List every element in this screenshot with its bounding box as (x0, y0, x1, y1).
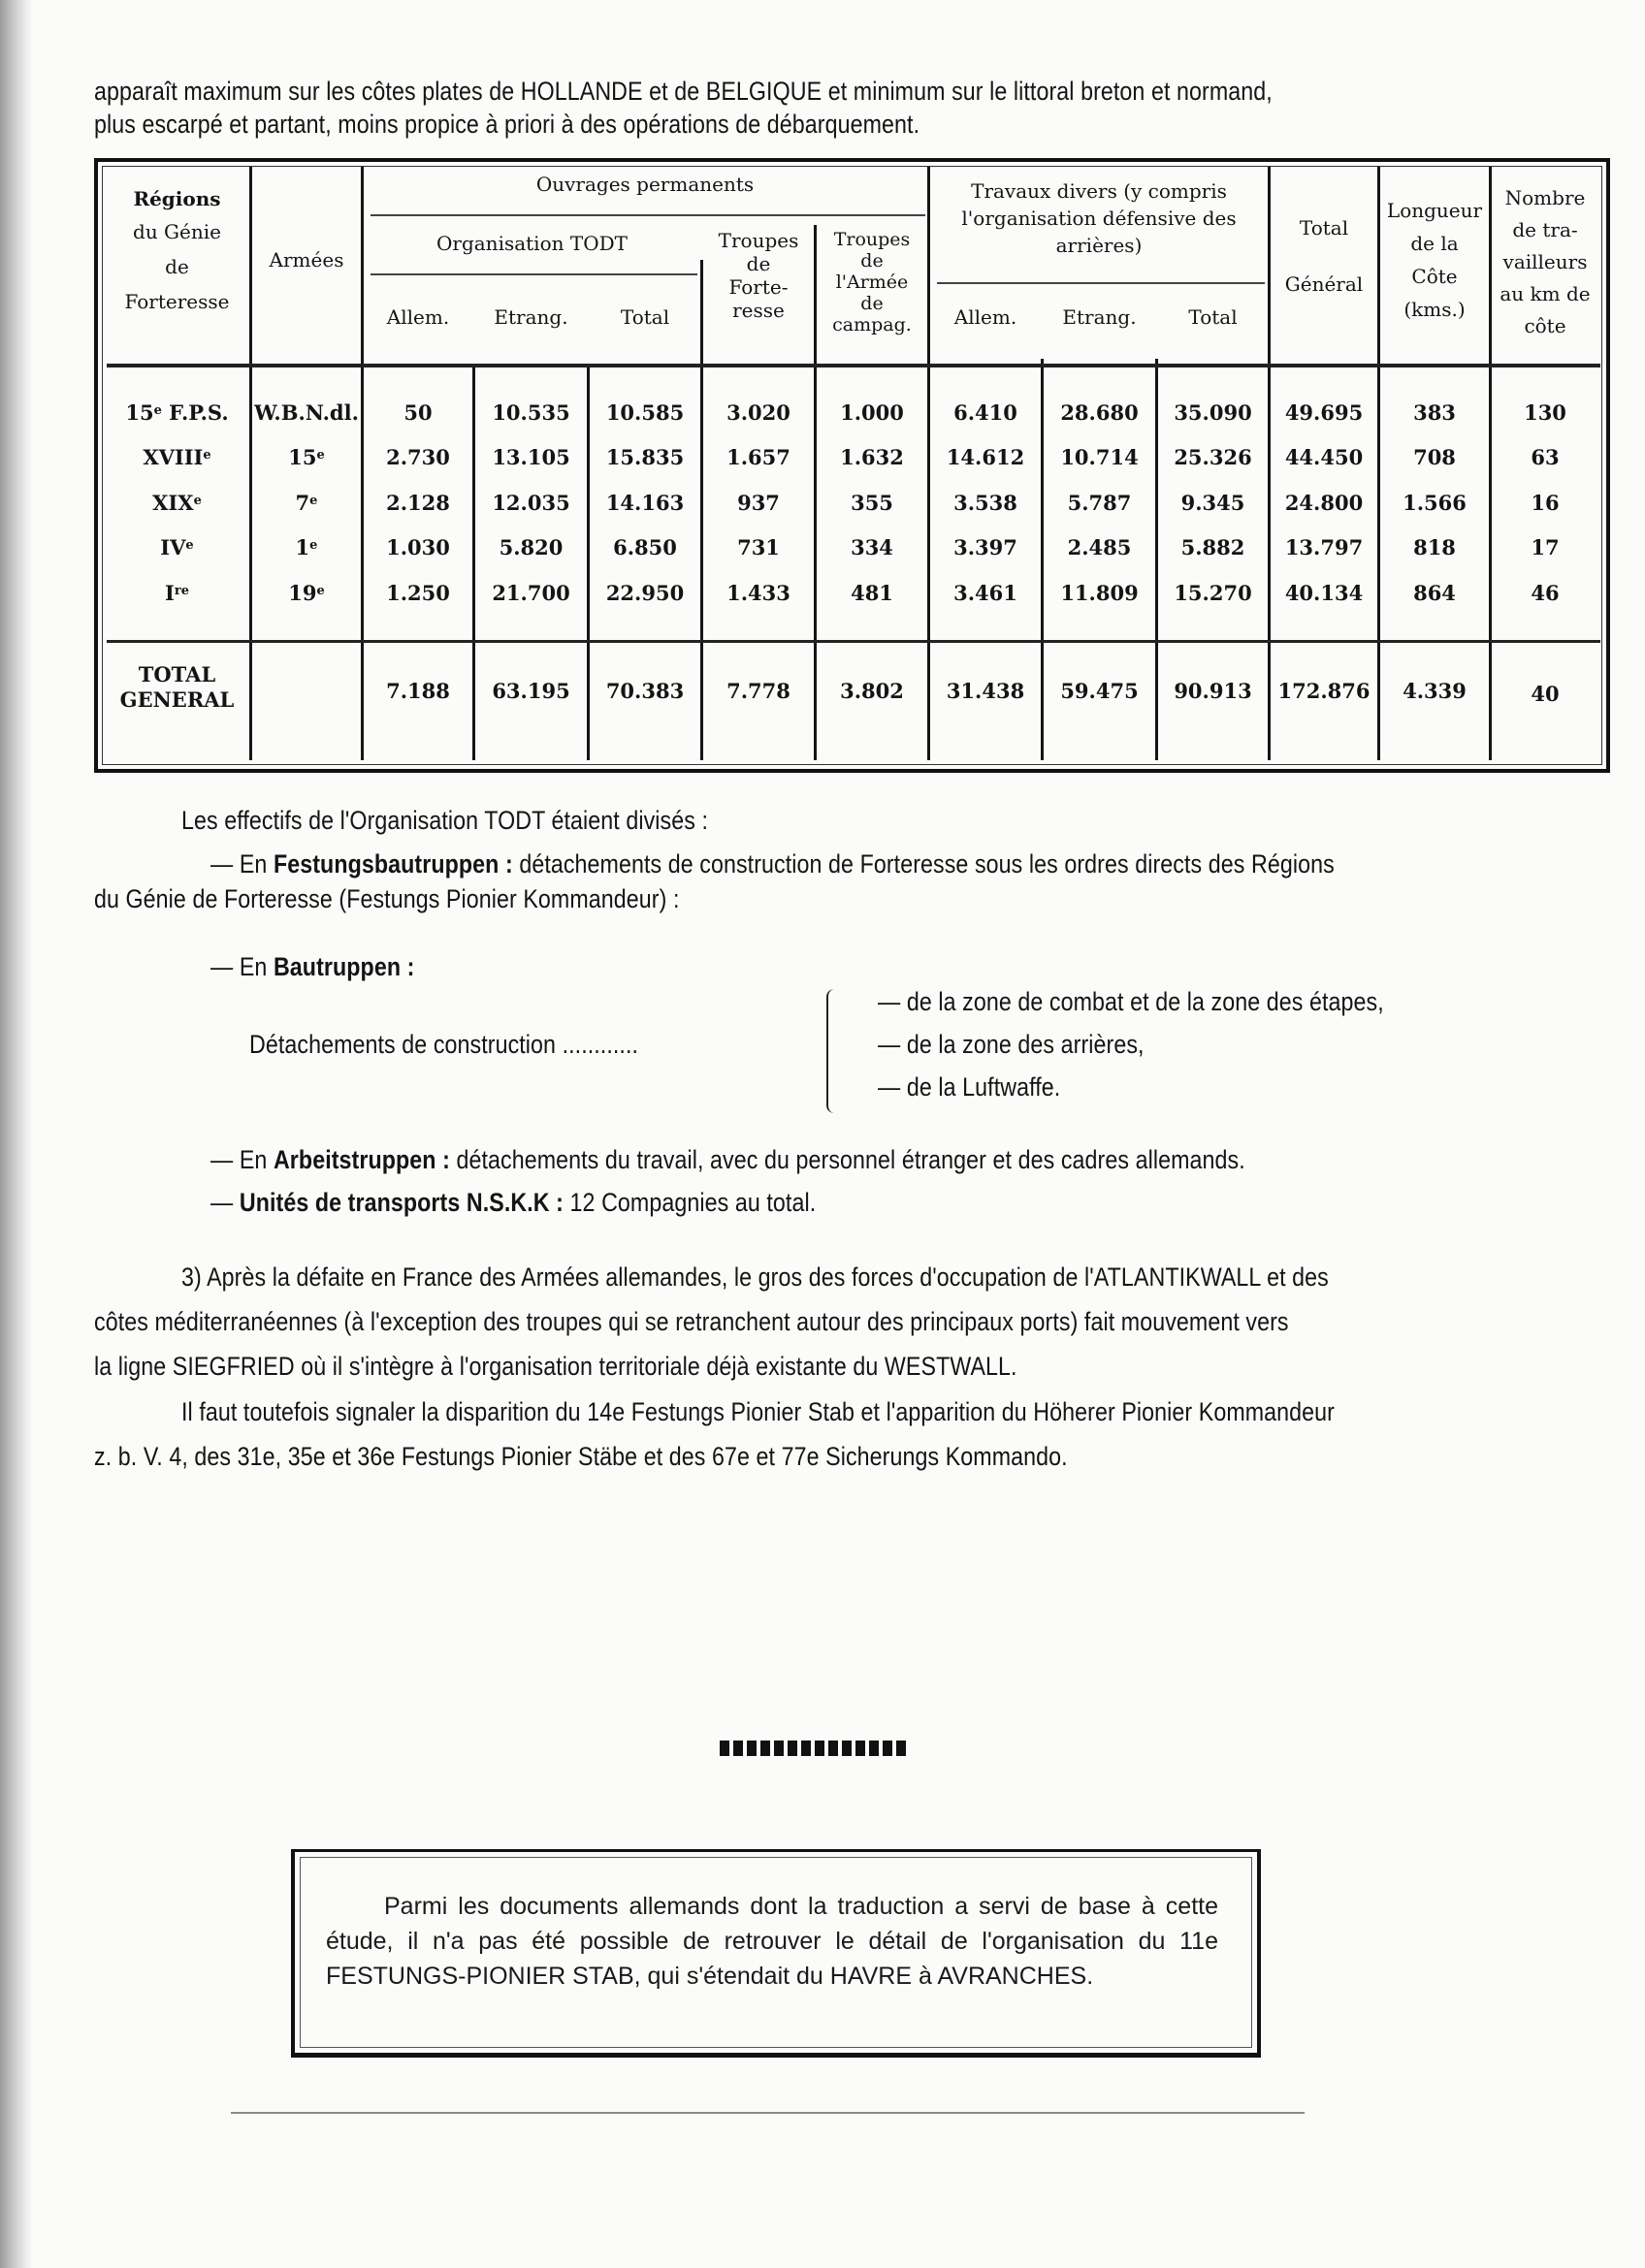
scan-edge-shadow (0, 0, 33, 2268)
cell-region: Ire (165, 581, 189, 605)
bottom-rule (231, 2112, 1305, 2114)
cell-region: XVIIIe (143, 445, 211, 469)
cell-todt-total: 22.950 (605, 581, 685, 605)
brace-icon (826, 989, 836, 1113)
header-todt-etrang: Etrang. (494, 305, 568, 329)
separator-square (733, 1741, 743, 1756)
header-longueur-cote: Longueur de la Côte (kms.) (1386, 199, 1483, 321)
separator-square (747, 1741, 757, 1756)
separator-square (828, 1741, 838, 1756)
header-travaux-divers: Travaux divers (y compris l'organisation défensive des arrières) (961, 179, 1237, 257)
festungs-line-1: — En Festungsbautruppen : détachements de construction de Forteresse sous les ordres directs des Régions (210, 849, 1335, 878)
cell-nombre: 130 (1524, 400, 1566, 425)
header-travaux-allem: Allem. (953, 305, 1017, 329)
cell-region: IVe (160, 535, 194, 559)
cell-longueur: 818 (1413, 535, 1456, 559)
cell-armee: 19e (288, 581, 325, 605)
cell-total-general: 13.797 (1284, 535, 1364, 559)
festungs-line-2: du Génie de Forteresse (Festungs Pionier Kommandeur) : (94, 884, 680, 913)
cell-todt-allem: 1.030 (386, 535, 450, 559)
cell-travaux-allem: 6.410 (953, 400, 1017, 425)
para4-line-2: z. b. V. 4, des 31e, 35e et 36e Festungs Pionier Stäbe et des 67e et 77e Sicherungs Kommando. (94, 1442, 1068, 1471)
cell-troupes-forteresse: 1.433 (726, 581, 790, 605)
para3-line-3: la ligne SIEGFRIED où il s'intègre à l'organisation territoriale déjà existante du WESTWALL. (94, 1352, 1017, 1381)
cell-travaux-total: 35.090 (1174, 400, 1252, 425)
festungsbautruppen-term: Festungsbautruppen : (273, 849, 513, 878)
separator-square (774, 1741, 784, 1756)
header-troupes-armee: Troupes de l'Armée de campag. (832, 229, 912, 335)
intro-line-1: apparaît maximum sur les côtes plates de HOLLANDE et de BELGIQUE et minimum sur le littoral breton et normand, (94, 77, 1273, 106)
para3-line-2: côtes méditerranéennes (à l'exception des troupes qui se retranchent autour des principaux ports) fait mouvement vers (94, 1307, 1289, 1336)
arbeitstruppen-term: Arbeitstruppen : (273, 1145, 450, 1174)
cell-travaux-etrang: 11.809 (1060, 581, 1139, 605)
cell-troupes-forteresse: 3.020 (726, 400, 790, 425)
cell-armee: 1e (295, 535, 318, 559)
cell-total-general: 40.134 (1284, 581, 1364, 605)
cell-longueur: 383 (1413, 400, 1456, 425)
header-total-general: Total Général (1284, 216, 1364, 296)
cell-todt-total: 14.163 (605, 491, 685, 515)
total-todt-etrang: 63.195 (492, 679, 570, 703)
cell-travaux-allem: 3.538 (953, 491, 1017, 515)
separator-square (720, 1741, 729, 1756)
cell-todt-etrang: 13.105 (492, 445, 570, 469)
header-armees: Armées (269, 248, 344, 272)
total-troupes-forteresse: 7.778 (726, 679, 790, 703)
separator-square (760, 1741, 770, 1756)
cell-todt-etrang: 12.035 (492, 491, 570, 515)
intro-line-2: plus escarpé et partant, moins propice à priori à des opérations de débarquement. (94, 110, 920, 139)
cell-nombre: 16 (1531, 491, 1560, 515)
cell-nombre: 17 (1531, 535, 1560, 559)
para3-line-1: 3) Après la défaite en France des Armées allemandes, le gros des forces d'occupation de l'ATLANTIKWALL et des (181, 1262, 1329, 1292)
separator-square (883, 1741, 892, 1756)
cell-todt-allem: 1.250 (386, 581, 450, 605)
cell-troupes-forteresse: 731 (737, 535, 780, 559)
para4-line-1: Il faut toutefois signaler la disparition du 14e Festungs Pionier Stab et l'apparition du Höherer Pionier Kommandeur (181, 1397, 1336, 1426)
cell-region: 15e F.P.S. (125, 400, 229, 425)
total-total-general: 172.876 (1277, 679, 1371, 703)
header-ouvrages-permanents: Ouvrages permanents (535, 173, 755, 196)
separator-square (815, 1741, 824, 1756)
cell-troupes-armee: 481 (851, 581, 893, 605)
cell-troupes-forteresse: 1.657 (726, 445, 790, 469)
cell-travaux-allem: 3.397 (953, 535, 1017, 559)
cell-travaux-etrang: 10.714 (1060, 445, 1139, 469)
cell-total-general: 49.695 (1284, 400, 1364, 425)
total-nombre: 40 (1531, 682, 1560, 706)
cell-longueur: 708 (1413, 445, 1456, 469)
cell-todt-total: 6.850 (613, 535, 677, 559)
cell-troupes-armee: 1.632 (840, 445, 904, 469)
bautruppen-term: Bautruppen : (273, 952, 415, 981)
total-travaux-allem: 31.438 (946, 679, 1025, 703)
cell-todt-allem: 2.730 (386, 445, 450, 469)
total-longueur: 4.339 (1403, 679, 1467, 703)
cell-todt-etrang: 10.535 (492, 400, 570, 425)
cell-travaux-total: 15.270 (1174, 581, 1252, 605)
separator-square (896, 1741, 906, 1756)
cell-armee: W.B.N.dl. (254, 400, 359, 425)
separator-squares (720, 1741, 906, 1756)
header-travaux-total: Total (1188, 305, 1238, 329)
cell-travaux-etrang: 2.485 (1067, 535, 1132, 559)
cell-nombre: 46 (1531, 581, 1560, 605)
separator-square (855, 1741, 865, 1756)
bautruppen-line: — En Bautruppen : (210, 952, 415, 981)
cell-todt-allem: 2.128 (386, 491, 450, 515)
detachements-label: Détachements de construction ............ (249, 1030, 639, 1059)
nskk-line: — Unités de transports N.S.K.K : 12 Compagnies au total. (210, 1188, 817, 1217)
header-troupes-forteresse: Troupes de Forte- resse (718, 229, 799, 322)
total-travaux-total: 90.913 (1174, 679, 1252, 703)
separator-square (869, 1741, 879, 1756)
header-todt-allem: Allem. (386, 305, 450, 329)
header-travaux-etrang: Etrang. (1062, 305, 1137, 329)
separator-square (801, 1741, 811, 1756)
cell-travaux-etrang: 28.680 (1060, 400, 1139, 425)
total-travaux-etrang: 59.475 (1060, 679, 1139, 703)
detachement-item-2: — de la zone des arrières, (878, 1030, 1145, 1059)
detachement-item-3: — de la Luftwaffe. (878, 1072, 1061, 1102)
cell-travaux-total: 5.882 (1180, 535, 1245, 559)
cell-travaux-total: 9.345 (1180, 491, 1245, 515)
separator-square (788, 1741, 797, 1756)
cell-longueur: 864 (1413, 581, 1456, 605)
cell-troupes-forteresse: 937 (737, 491, 780, 515)
cell-todt-total: 10.585 (605, 400, 685, 425)
cell-armee: 7e (295, 491, 318, 515)
note-text: Parmi les documents allemands dont la traduction a servi de base à cette étude, il n'a pas été possible de retrouver le détail de l'organisation du 11e FESTUNGS-PIONIER STAB, qui s'étendait du HAVRE à AVRANCHES. (326, 1893, 1218, 1990)
cell-nombre: 63 (1531, 445, 1560, 469)
cell-total-general: 24.800 (1284, 491, 1364, 515)
cell-travaux-allem: 3.461 (953, 581, 1017, 605)
cell-todt-allem: 50 (403, 400, 433, 425)
cell-longueur: 1.566 (1403, 491, 1467, 515)
header-regions: Régions du Génie de Forteresse (124, 187, 230, 313)
total-row-label: TOTAL GENERAL (119, 662, 235, 712)
cell-troupes-armee: 1.000 (840, 400, 904, 425)
separator-square (842, 1741, 852, 1756)
total-todt-allem: 7.188 (386, 679, 450, 703)
effectifs-intro: Les effectifs de l'Organisation TODT étaient divisés : (181, 806, 708, 835)
cell-todt-etrang: 21.700 (492, 581, 570, 605)
cell-total-general: 44.450 (1284, 445, 1364, 469)
cell-armee: 15e (288, 445, 325, 469)
cell-travaux-allem: 14.612 (946, 445, 1025, 469)
cell-todt-etrang: 5.820 (499, 535, 564, 559)
cell-travaux-etrang: 5.787 (1067, 491, 1132, 515)
arbeitstruppen-line: — En Arbeitstruppen : détachements du travail, avec du personnel étranger et des cadres allemands. (210, 1145, 1245, 1174)
cell-travaux-total: 25.326 (1174, 445, 1252, 469)
total-troupes-armee: 3.802 (840, 679, 904, 703)
header-nombre-travailleurs: Nombre de tra- vailleurs au km de côte (1500, 186, 1591, 337)
cell-troupes-armee: 355 (851, 491, 893, 515)
nskk-term: Unités de transports N.S.K.K : (239, 1188, 564, 1217)
cell-region: XIXe (152, 491, 202, 515)
detachement-item-1: — de la zone de combat et de la zone des étapes, (878, 987, 1384, 1016)
cell-troupes-armee: 334 (851, 535, 893, 559)
cell-todt-total: 15.835 (605, 445, 685, 469)
header-todt-total: Total (620, 305, 670, 329)
total-todt-total: 70.383 (605, 679, 685, 703)
note-box (291, 1849, 1261, 2058)
header-organisation-todt: Organisation TODT (436, 232, 628, 255)
